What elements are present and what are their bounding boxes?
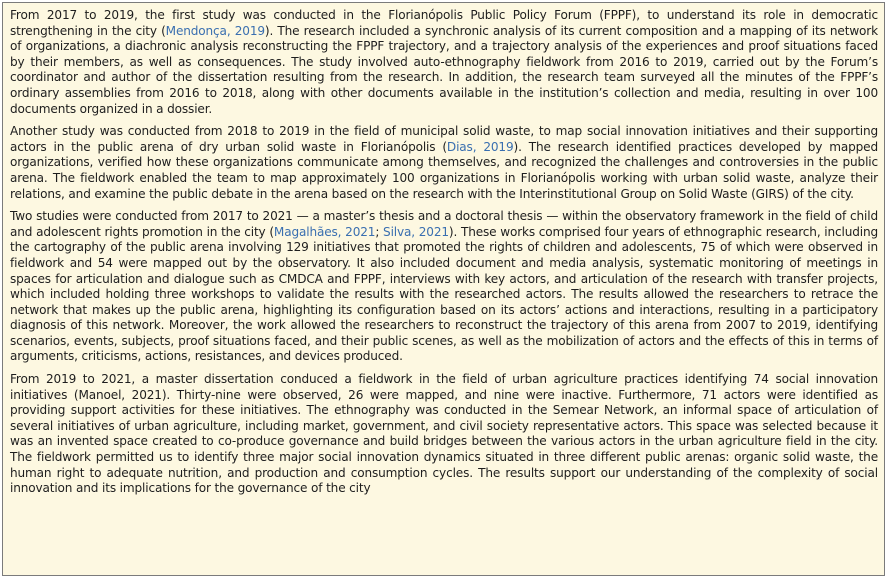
paragraph-2-text-1: Another study was conducted from 2018 to 2019 in the field of municipal solid waste, to map social innovation initiatives and their supporting actors in the public arena of dry urban solid waste in Florianópolis ( — [10, 124, 878, 154]
paragraph-2 — [10, 124, 878, 202]
citation-link-dias-2019[interactable]: Dias, 2019 — [446, 139, 514, 154]
paragraph-3-text-3: ). These works comprised four years of ethnographic research, including the cartography of the public arena involving 129 initiatives that promoted the rights of children and adolescents, 75 of which were observed in fieldwork and 54 were mapped out by the observatory. It also included document and media analysis, systematic monitoring of meetings in spaces for articulation and dialogue such as CMDCA and FPPF, interviews with key actors, and articulation of the research with transfer projects, which included holding three workshops to validate the results with the researched actors. The results allowed the researchers to retrace the network that makes up the public arena, highlighting its configuration based on its actors’ actions and interactions, resulting in a participatory diagnosis of this network. Moreover, the work allowed the researchers to reconstruct the trajectory of this arena from 2007 to 2019, identifying scenarios, events, subjects, proof situations faced, and their public scenes, as well as the mobilization of actors and the effects of this in terms of arguments, criticisms, actions, resistances, and devices produced. — [10, 224, 879, 364]
paragraph-3-text-1: Two studies were conducted from 2017 to 2021 — a master’s thesis and a doctoral thesis — within the observatory framework in the field of child and adolescent rights promotion in the city ( — [10, 209, 878, 239]
text-box — [2, 2, 885, 576]
paragraph-3-text-2: ; — [375, 224, 384, 239]
paragraph-4 — [10, 372, 878, 497]
paragraph-1-text-1: From 2017 to 2019, the first study was conducted in the Florianópolis Public Policy Forum (FPPF), to understand its role in democratic strengthening in the city ( — [10, 8, 878, 38]
paragraph-3 — [10, 209, 878, 365]
citation-link-silva-2021[interactable]: Silva, 2021 — [383, 224, 449, 239]
citation-link-mendonca-2019[interactable]: Mendonça, 2019 — [165, 23, 265, 38]
citation-link-magalhaes-2021[interactable]: Magalhães, 2021 — [273, 224, 376, 239]
paragraph-2-text-2: ). The research identified practices developed by mapped organizations, verified how these organizations communicate among themselves, and recognized the challenges and controversies in the public arena. The fieldwork enabled the team to map approximately 100 organizations in Florianópolis working with urban solid waste, analyze their relations, and examine the public debate in the arena based on the research with the Interinstitutional Group on Solid Waste (GIRS) of the city. — [10, 139, 878, 201]
paragraph-1-text-2: ). The research included a synchronic analysis of its current composition and a mapping of its network of organizations, a diachronic analysis reconstructing the FPPF trajectory, and a trajectory analysis of the experiences and proof situations faced by their members, as well as consequences. The study involved auto-ethnography fieldwork from 2016 to 2019, carried out by the Forum’s coordinator and author of the dissertation resulting from the research. In addition, the research team surveyed all the minutes of the FPPF’s ordinary assemblies from 2016 to 2018, along with other documents available in the institution’s collection and media, resulting in over 100 documents organized in a dossier. — [10, 23, 878, 116]
paragraph-4-text-1: From 2019 to 2021, a master dissertation conduced a fieldwork in the field of urban agriculture practices identifying 74 social innovation initiatives (Manoel, 2021). Thirty-nine were observed, 26 were mapped, and nine were inactive. Furthermore, 71 actors were identified as providing support activities for these initiatives. The ethnography was conducted in the Semear Network, an informal space of articulation of several initiatives of urban agriculture, including market, government, and civil society representative actors. This space was selected because it was an invented space created to co-produce governance and build bridges between the various actors in the urban agriculture field in the city. The fieldwork permitted us to identify three major social innovation dynamics situated in three different public arenas: organic solid waste, the human right to adequate nutrition, and production and consumption cycles. The results support our understanding of the complexity of social innovation and its implications for the governance of the city — [10, 372, 878, 496]
paragraph-1 — [10, 8, 878, 117]
